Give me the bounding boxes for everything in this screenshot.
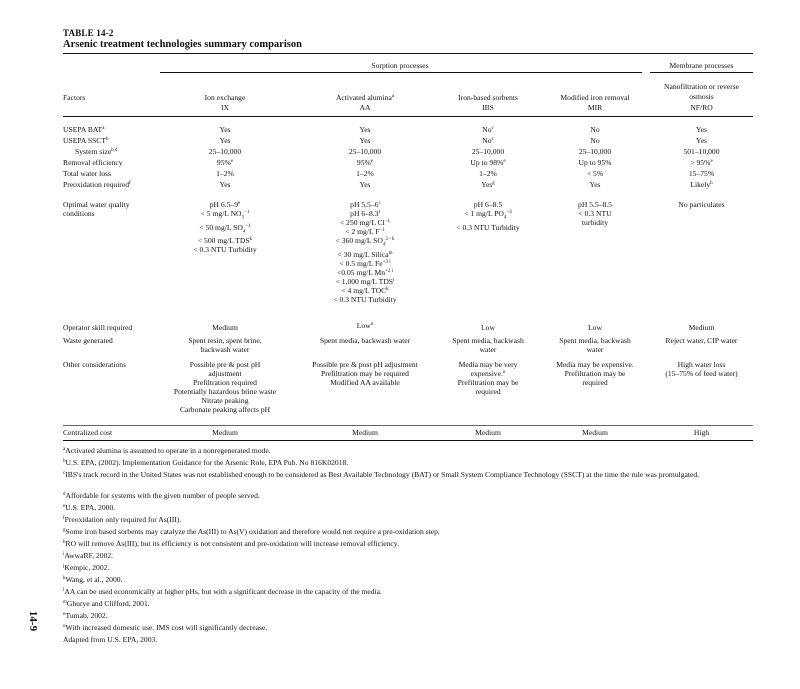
row-waterloss-mir: < 5% xyxy=(586,169,604,178)
row-bat-ix: Yes xyxy=(219,125,231,134)
row-skill-ibs: Low xyxy=(481,323,495,332)
row-preox-ix: Yes xyxy=(219,180,231,189)
col-nfro-name: Nanofiltration or reverse xyxy=(663,82,740,91)
row-waste-label: Waste generated xyxy=(63,336,113,345)
row-waste-mir: Spent media, backwash water xyxy=(559,336,631,354)
row-other-aa: Possible pre & post pH adjustment Prefiltration may be required Modified AA available xyxy=(312,360,418,387)
row-removal-ibs: Up to 98%$^e$ xyxy=(470,158,506,167)
row-ssct-ix: Yes xyxy=(219,136,231,145)
row-other-mir: Media may be expensive. Prefiltration may be required xyxy=(556,360,634,387)
row-waterloss-ix: 1–2% xyxy=(216,169,234,178)
row-ssct-nfro: Yes xyxy=(695,136,708,145)
row-waterloss-nfro: 15–75% xyxy=(688,169,715,178)
row-preox-label: Preoxidation required$^f$ xyxy=(63,180,131,189)
row-optimal-mir: pH 5.5–8.5 < 0.3 NTU turbidity xyxy=(578,200,612,227)
row-removal-label: Removal efficiency xyxy=(63,158,123,167)
col-ix-name: Ion exchange xyxy=(204,93,246,102)
row-waterloss-label: Total water loss xyxy=(63,169,111,178)
footnote: $^k$Wang, et al., 2000. xyxy=(63,575,123,584)
row-size-ibs: 25–10,000 xyxy=(471,147,505,156)
footnote: $^b$U.S. EPA, (2002). Implementation Guidance for the Arsenic Role, EPA Pub. No 816K02018. xyxy=(63,458,349,467)
col-mir-abbr: MIR xyxy=(587,103,603,112)
row-preox-nfro: Likely$^h$ xyxy=(690,180,713,189)
row-ssct-mir: No xyxy=(590,136,600,145)
row-ssct-aa: Yes xyxy=(359,136,371,145)
row-optimal-ibs: pH 6–8.5 < 1 mg/L $PO_4^{-3}$ < 0.3 NTU Turbidity xyxy=(456,200,520,232)
row-size-label: System size$^{b,d}$ xyxy=(75,147,118,156)
col-mir-name: Modified iron removal xyxy=(560,93,630,102)
row-cost-label: Centralized cost xyxy=(63,428,113,437)
footnote-source: Adapted from U.S. EPA, 2003. xyxy=(63,635,158,644)
row-bat-ibs: No$^c$ xyxy=(482,125,494,134)
row-removal-mir: Up to 95% xyxy=(578,158,612,167)
row-skill-mir: Low xyxy=(588,323,602,332)
row-size-nfro: 501–10,000 xyxy=(683,147,720,156)
row-bat-nfro: Yes xyxy=(695,125,708,134)
row-size-ix: 25–10,000 xyxy=(208,147,242,156)
footnote: $^j$Kempic, 2002. xyxy=(63,563,110,572)
row-optimal-label: Optimal water quality conditions xyxy=(63,200,130,218)
row-skill-nfro: Medium xyxy=(688,323,715,332)
row-other-nfro: High water loss (15–75% of feed water) xyxy=(665,360,738,378)
row-waste-nfro: Reject water, CIP water xyxy=(665,336,738,345)
row-other-ibs: Media may be very expensive.$^o$ Prefiltration may be required xyxy=(457,360,519,396)
factors-header: Factors xyxy=(63,93,86,102)
row-optimal-ix: pH $6.5-9^e$ < 5 mg/L $NO_3^{-1}$ < 50 mg/L $SO_4^{-1}$ < 500 mg/L $TDS^k$ < 0.3 NTU Turbidity xyxy=(193,200,257,255)
row-ssct-label: USEPA SSCT$^b$ xyxy=(63,136,109,145)
top-rule xyxy=(63,53,753,54)
footnote: $^g$Some iron based sorbents may catalyze the As(III) to As(V) oxidation and therefore would not require a pre-oxidation step. xyxy=(63,527,440,536)
row-waste-ibs: Spent media, backwash water xyxy=(452,336,524,354)
footnote: $^o$With increased domestic use. IMS cost will significantly decrease. xyxy=(63,623,268,632)
page-number: 14-9 xyxy=(27,610,39,632)
row-waterloss-aa: 1–2% xyxy=(356,169,374,178)
row-waste-aa: Spent media, backwash water xyxy=(319,336,411,345)
table-number: TABLE 14-2 xyxy=(63,28,114,38)
footnote: $^f$Preoxidation only required for As(III). xyxy=(63,515,182,524)
footnote: $^c$IBS's track record in the United States was not established enough to be considered as Best Available Technology (BAT) or Small System Compliance Technology (SSCT) at the time the rule was promulgated. xyxy=(63,470,700,479)
row-optimal-aa: pH 5.5–6$^i$ pH $6-8.3^l$ < 250 mg/L $Cl^{-1}$ < 2 mg/L $F^{-1}$ < 360 mg/L $SO_4^{2- k}$ < 30 mg/L Silica$^m$ < 0.5 mg/L $Fe^{+3 i}$ <0.05 mg/L $Mn^{+2 i}$ < 1,000 mg/L $TDS^i$ < 4 mg/L $TOC^k$ < 0.3 NTU Turbidity xyxy=(333,200,397,304)
row-waterloss-ibs: 1–2% xyxy=(479,169,497,178)
group-sorption-header: Sorption processes xyxy=(371,61,429,70)
col-ibs-abbr: IBS xyxy=(482,103,494,112)
footnote: $^m$Ghurye and Clifford, 2001. xyxy=(63,599,150,608)
cost-rule xyxy=(63,425,753,426)
col-nfro-abbr: NF/RO xyxy=(690,103,713,112)
col-ix-abbr: IX xyxy=(220,103,229,112)
row-bat-label: USEPA BAT$^a$ xyxy=(63,125,105,134)
row-preox-ibs: Yes$^g$ xyxy=(481,180,495,189)
row-skill-ix: Medium xyxy=(212,323,238,332)
row-optimal-nfro: No particulates xyxy=(678,200,725,209)
row-cost-mir: Medium xyxy=(582,428,608,437)
row-removal-nfro: > 95%$^e$ xyxy=(690,158,713,167)
row-cost-aa: Medium xyxy=(352,428,378,437)
membrane-group-rule xyxy=(650,72,753,73)
row-bat-mir: No xyxy=(590,125,600,134)
col-aa-name: Activated alumina$^a$ xyxy=(335,93,395,102)
row-cost-ibs: Medium xyxy=(475,428,501,437)
footnote: $^l$AA can be used economically at higher pHs, but with a significant decrease in the capacity of the media. xyxy=(63,587,382,596)
col-aa-abbr: AA xyxy=(359,103,371,112)
row-cost-nfro: High xyxy=(693,428,710,437)
row-preox-mir: Yes xyxy=(589,180,601,189)
row-ssct-ibs: No$^c$ xyxy=(482,136,494,145)
row-removal-aa: 95%$^e$ xyxy=(356,158,374,167)
footnote: $^i$AwwaRF, 2002. xyxy=(63,551,114,560)
sorption-group-rule xyxy=(160,72,642,73)
footnote: $^a$Activated alumina is assumed to operate in a nonregenerated mode. xyxy=(63,446,271,455)
col-ibs-name: Iron-based sorbents xyxy=(458,93,518,102)
row-other-ix: Possible pre & post pH adjustment Prefiltration required Potentially hazardous brine waste Nitrate peaking Carbonate peaking affects pH xyxy=(173,360,277,414)
row-other-label: Other considerations xyxy=(63,360,127,369)
row-cost-ix: Medium xyxy=(212,428,238,437)
col-nfro-name-2: osmosis xyxy=(689,92,714,101)
table-title: Arsenic treatment technologies summary comparison xyxy=(63,39,302,50)
bottom-rule xyxy=(63,440,753,441)
row-skill-aa: Low$^n$ xyxy=(356,321,374,330)
row-bat-aa: Yes xyxy=(359,125,371,134)
row-waste-ix: Spent resin, spent brine, backwash water xyxy=(188,336,262,354)
row-removal-ix: 95%$^e$ xyxy=(216,158,234,167)
row-size-aa: 25–10,000 xyxy=(348,147,382,156)
header-rule xyxy=(63,116,753,117)
row-skill-label: Operator skill required xyxy=(63,323,133,332)
footnote: $^n$Tumab, 2002. xyxy=(63,611,108,620)
footnote: $^e$U.S. EPA, 2000. xyxy=(63,503,116,512)
row-size-mir: 25–10,000 xyxy=(578,147,612,156)
footnote: $^d$Affordable for systems with the given number of people served. xyxy=(63,491,260,500)
footnote: $^h$RO will remove As(III), but its efficiency is not consistent and pre-oxidation will increase removal efficiency. xyxy=(63,539,399,548)
row-preox-aa: Yes xyxy=(359,180,371,189)
group-membrane-header: Membrane processes xyxy=(669,61,734,70)
